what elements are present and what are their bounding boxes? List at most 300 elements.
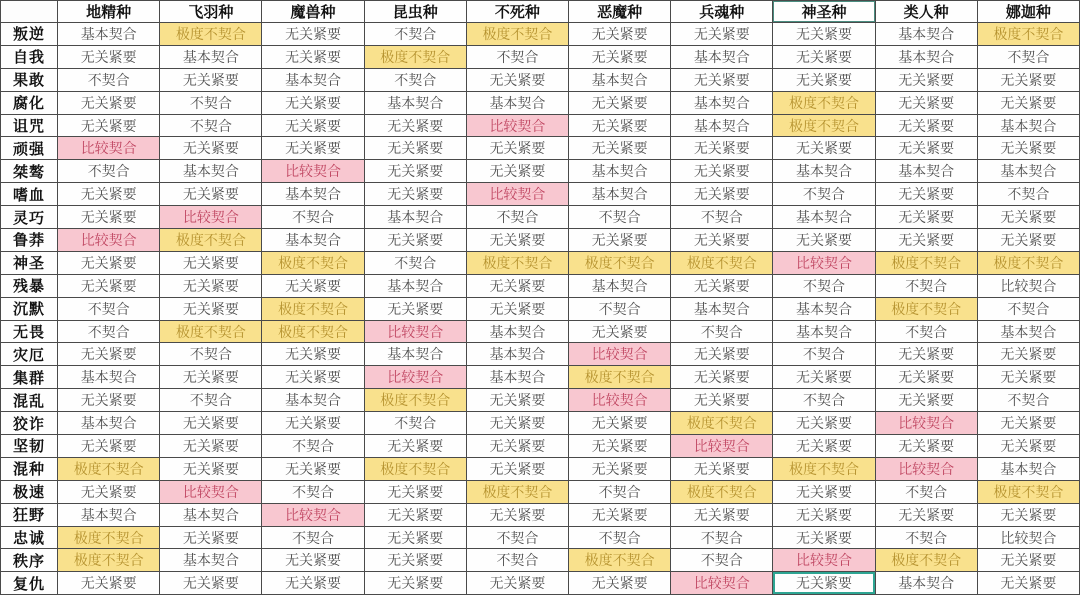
affinity-cell[interactable]: 极度不契合 <box>671 251 773 274</box>
affinity-cell[interactable]: 极度不契合 <box>364 45 466 68</box>
affinity-cell[interactable]: 无关紧要 <box>58 91 160 114</box>
affinity-cell[interactable]: 基本契合 <box>977 114 1079 137</box>
affinity-cell[interactable]: 基本契合 <box>466 343 568 366</box>
affinity-cell[interactable]: 基本契合 <box>364 274 466 297</box>
affinity-cell[interactable]: 基本契合 <box>671 45 773 68</box>
affinity-cell[interactable]: 基本契合 <box>977 320 1079 343</box>
column-header-类人种[interactable]: 类人种 <box>875 1 977 23</box>
affinity-cell[interactable]: 基本契合 <box>364 206 466 229</box>
affinity-cell[interactable]: 无关紧要 <box>58 45 160 68</box>
affinity-cell[interactable]: 不契合 <box>262 435 364 458</box>
affinity-cell[interactable]: 无关紧要 <box>160 572 262 595</box>
affinity-cell[interactable]: 不契合 <box>262 526 364 549</box>
affinity-cell[interactable]: 比较契合 <box>262 160 364 183</box>
affinity-cell[interactable]: 比较契合 <box>773 251 875 274</box>
affinity-cell[interactable]: 无关紧要 <box>977 229 1079 252</box>
affinity-cell[interactable]: 不契合 <box>875 320 977 343</box>
affinity-cell[interactable]: 不契合 <box>160 343 262 366</box>
affinity-cell[interactable]: 不契合 <box>364 251 466 274</box>
affinity-cell[interactable]: 极度不契合 <box>875 549 977 572</box>
affinity-cell[interactable]: 无关紧要 <box>262 91 364 114</box>
affinity-cell[interactable]: 无关紧要 <box>262 572 364 595</box>
affinity-cell[interactable]: 基本契合 <box>364 343 466 366</box>
affinity-cell[interactable]: 不契合 <box>875 526 977 549</box>
affinity-cell[interactable]: 极度不契合 <box>773 114 875 137</box>
affinity-cell[interactable]: 比较契合 <box>875 457 977 480</box>
affinity-cell[interactable]: 无关紧要 <box>262 274 364 297</box>
affinity-cell[interactable]: 基本契合 <box>773 206 875 229</box>
affinity-cell[interactable]: 不契合 <box>671 526 773 549</box>
affinity-cell[interactable]: 基本契合 <box>569 274 671 297</box>
affinity-cell[interactable]: 基本契合 <box>977 160 1079 183</box>
column-header-地精种[interactable]: 地精种 <box>58 1 160 23</box>
row-header-果敢[interactable]: 果敢 <box>1 68 58 91</box>
affinity-cell[interactable]: 基本契合 <box>58 366 160 389</box>
row-header-坚韧[interactable]: 坚韧 <box>1 435 58 458</box>
affinity-cell[interactable]: 极度不契合 <box>58 526 160 549</box>
row-header-顽强[interactable]: 顽强 <box>1 137 58 160</box>
affinity-cell[interactable]: 不契合 <box>875 480 977 503</box>
affinity-cell[interactable]: 无关紧要 <box>977 366 1079 389</box>
table-header-row <box>1 1 1080 23</box>
affinity-cell[interactable]: 无关紧要 <box>569 572 671 595</box>
affinity-cell[interactable]: 基本契合 <box>160 549 262 572</box>
affinity-cell[interactable]: 无关紧要 <box>977 68 1079 91</box>
affinity-cell[interactable]: 基本契合 <box>160 160 262 183</box>
affinity-cell[interactable]: 比较契合 <box>875 412 977 435</box>
affinity-cell[interactable]: 不契合 <box>569 297 671 320</box>
affinity-cell[interactable]: 无关紧要 <box>262 23 364 46</box>
affinity-cell[interactable]: 基本契合 <box>160 45 262 68</box>
affinity-cell[interactable]: 无关紧要 <box>364 526 466 549</box>
row-header-极速[interactable]: 极速 <box>1 480 58 503</box>
affinity-cell[interactable]: 无关紧要 <box>671 389 773 412</box>
affinity-cell[interactable]: 不契合 <box>977 183 1079 206</box>
column-header-飞羽种[interactable]: 飞羽种 <box>160 1 262 23</box>
affinity-cell[interactable]: 极度不契合 <box>58 457 160 480</box>
affinity-cell[interactable]: 无关紧要 <box>160 183 262 206</box>
affinity-cell[interactable]: 无关紧要 <box>671 183 773 206</box>
affinity-cell[interactable]: 基本契合 <box>671 91 773 114</box>
affinity-cell[interactable]: 无关紧要 <box>671 503 773 526</box>
affinity-cell[interactable]: 无关紧要 <box>875 137 977 160</box>
affinity-cell[interactable]: 不契合 <box>466 549 568 572</box>
row-header-嗜血[interactable]: 嗜血 <box>1 183 58 206</box>
affinity-cell[interactable]: 无关紧要 <box>671 274 773 297</box>
affinity-cell[interactable]: 不契合 <box>58 68 160 91</box>
affinity-cell[interactable]: 无关紧要 <box>977 412 1079 435</box>
affinity-cell[interactable]: 无关紧要 <box>58 274 160 297</box>
affinity-cell[interactable]: 无关紧要 <box>977 206 1079 229</box>
affinity-cell[interactable]: 不契合 <box>773 343 875 366</box>
affinity-cell[interactable]: 无关紧要 <box>977 91 1079 114</box>
row-header-秩序[interactable]: 秩序 <box>1 549 58 572</box>
affinity-cell[interactable]: 极度不契合 <box>466 251 568 274</box>
table-row <box>1 45 1080 68</box>
column-header-昆虫种[interactable]: 昆虫种 <box>364 1 466 23</box>
affinity-cell[interactable]: 无关紧要 <box>466 274 568 297</box>
affinity-cell[interactable]: 无关紧要 <box>262 343 364 366</box>
affinity-cell[interactable]: 无关紧要 <box>160 526 262 549</box>
affinity-cell[interactable]: 不契合 <box>569 526 671 549</box>
affinity-cell[interactable]: 极度不契合 <box>262 320 364 343</box>
affinity-cell[interactable]: 无关紧要 <box>262 137 364 160</box>
affinity-cell[interactable]: 无关紧要 <box>160 251 262 274</box>
row-header-混种[interactable]: 混种 <box>1 457 58 480</box>
affinity-cell[interactable]: 不契合 <box>58 320 160 343</box>
affinity-cell[interactable]: 无关紧要 <box>466 68 568 91</box>
affinity-cell[interactable]: 无关紧要 <box>875 343 977 366</box>
affinity-cell[interactable]: 无关紧要 <box>569 23 671 46</box>
affinity-cell[interactable]: 无关紧要 <box>875 183 977 206</box>
affinity-cell[interactable]: 无关紧要 <box>569 91 671 114</box>
affinity-cell[interactable]: 无关紧要 <box>875 435 977 458</box>
affinity-cell[interactable]: 无关紧要 <box>160 457 262 480</box>
affinity-cell[interactable]: 无关紧要 <box>569 229 671 252</box>
affinity-cell[interactable]: 不契合 <box>160 114 262 137</box>
affinity-cell[interactable]: 不契合 <box>58 160 160 183</box>
affinity-cell[interactable]: 不契合 <box>569 480 671 503</box>
table-row <box>1 366 1080 389</box>
affinity-cell[interactable]: 不契合 <box>773 274 875 297</box>
affinity-cell[interactable]: 比较契合 <box>569 389 671 412</box>
affinity-cell[interactable]: 无关紧要 <box>262 114 364 137</box>
affinity-cell[interactable]: 无关紧要 <box>569 457 671 480</box>
affinity-cell[interactable]: 无关紧要 <box>773 503 875 526</box>
affinity-cell[interactable]: 基本契合 <box>466 320 568 343</box>
affinity-cell[interactable]: 无关紧要 <box>569 114 671 137</box>
row-header-灵巧[interactable]: 灵巧 <box>1 206 58 229</box>
selected-cell[interactable]: 无关紧要 <box>773 572 875 595</box>
table-row <box>1 549 1080 572</box>
affinity-cell[interactable]: 比较契合 <box>671 435 773 458</box>
table-row <box>1 572 1080 595</box>
affinity-cell[interactable]: 无关紧要 <box>977 549 1079 572</box>
affinity-cell[interactable]: 基本契合 <box>262 68 364 91</box>
affinity-cell[interactable]: 无关紧要 <box>977 343 1079 366</box>
column-header-娜迦种[interactable]: 娜迦种 <box>977 1 1079 23</box>
affinity-cell[interactable]: 极度不契合 <box>466 480 568 503</box>
row-header-桀骜[interactable]: 桀骜 <box>1 160 58 183</box>
affinity-cell[interactable]: 不契合 <box>364 23 466 46</box>
affinity-cell[interactable]: 不契合 <box>977 45 1079 68</box>
affinity-cell[interactable]: 无关紧要 <box>773 435 875 458</box>
affinity-cell[interactable]: 无关紧要 <box>671 160 773 183</box>
affinity-cell[interactable]: 无关紧要 <box>466 412 568 435</box>
affinity-cell[interactable]: 无关紧要 <box>773 229 875 252</box>
row-header-狂野[interactable]: 狂野 <box>1 503 58 526</box>
affinity-cell[interactable]: 极度不契合 <box>160 320 262 343</box>
affinity-cell[interactable]: 无关紧要 <box>671 457 773 480</box>
affinity-cell[interactable]: 无关紧要 <box>466 457 568 480</box>
affinity-cell[interactable]: 无关紧要 <box>58 389 160 412</box>
affinity-cell[interactable]: 基本契合 <box>773 297 875 320</box>
affinity-cell[interactable]: 无关紧要 <box>569 412 671 435</box>
affinity-cell[interactable]: 不契合 <box>160 91 262 114</box>
affinity-cell[interactable]: 极度不契合 <box>262 251 364 274</box>
affinity-cell[interactable]: 无关紧要 <box>773 366 875 389</box>
affinity-cell[interactable]: 无关紧要 <box>773 45 875 68</box>
affinity-cell[interactable]: 无关紧要 <box>262 412 364 435</box>
affinity-cell[interactable]: 无关紧要 <box>466 503 568 526</box>
table-row <box>1 412 1080 435</box>
affinity-cell[interactable]: 不契合 <box>671 320 773 343</box>
affinity-cell[interactable]: 无关紧要 <box>875 229 977 252</box>
affinity-cell[interactable]: 无关紧要 <box>58 114 160 137</box>
affinity-cell[interactable]: 不契合 <box>773 389 875 412</box>
affinity-cell[interactable]: 无关紧要 <box>875 389 977 412</box>
affinity-cell[interactable]: 无关紧要 <box>160 366 262 389</box>
affinity-cell[interactable]: 不契合 <box>466 526 568 549</box>
affinity-cell[interactable]: 无关紧要 <box>58 206 160 229</box>
affinity-cell[interactable]: 基本契合 <box>58 503 160 526</box>
table-row <box>1 183 1080 206</box>
affinity-cell[interactable]: 无关紧要 <box>364 549 466 572</box>
affinity-cell[interactable]: 无关紧要 <box>569 45 671 68</box>
affinity-cell[interactable]: 无关紧要 <box>160 412 262 435</box>
affinity-cell[interactable]: 无关紧要 <box>160 274 262 297</box>
affinity-cell[interactable]: 无关紧要 <box>262 366 364 389</box>
affinity-cell[interactable]: 基本契合 <box>977 457 1079 480</box>
affinity-cell[interactable]: 无关紧要 <box>671 343 773 366</box>
affinity-cell[interactable]: 不契合 <box>364 412 466 435</box>
affinity-cell[interactable]: 无关紧要 <box>875 114 977 137</box>
affinity-cell[interactable]: 基本契合 <box>58 23 160 46</box>
table-row <box>1 297 1080 320</box>
table-row <box>1 320 1080 343</box>
affinity-cell[interactable]: 极度不契合 <box>671 480 773 503</box>
affinity-cell[interactable]: 基本契合 <box>773 320 875 343</box>
affinity-cell[interactable]: 极度不契合 <box>262 297 364 320</box>
affinity-cell[interactable]: 不契合 <box>364 68 466 91</box>
affinity-cell[interactable]: 基本契合 <box>466 366 568 389</box>
row-header-混乱[interactable]: 混乱 <box>1 389 58 412</box>
affinity-cell[interactable]: 比较契合 <box>58 229 160 252</box>
affinity-cell[interactable]: 比较契合 <box>977 526 1079 549</box>
affinity-cell[interactable]: 无关紧要 <box>671 229 773 252</box>
affinity-cell[interactable]: 基本契合 <box>773 160 875 183</box>
affinity-cell[interactable]: 无关紧要 <box>364 435 466 458</box>
affinity-cell[interactable]: 比较契合 <box>58 137 160 160</box>
affinity-cell[interactable]: 无关紧要 <box>466 229 568 252</box>
affinity-cell[interactable]: 无关紧要 <box>773 68 875 91</box>
affinity-cell[interactable]: 极度不契合 <box>364 457 466 480</box>
affinity-cell[interactable]: 比较契合 <box>364 366 466 389</box>
row-header-无畏[interactable]: 无畏 <box>1 320 58 343</box>
affinity-cell[interactable]: 基本契合 <box>262 229 364 252</box>
affinity-cell[interactable]: 基本契合 <box>671 114 773 137</box>
affinity-cell[interactable]: 无关紧要 <box>875 206 977 229</box>
affinity-cell[interactable]: 基本契合 <box>875 23 977 46</box>
affinity-cell[interactable]: 比较契合 <box>466 183 568 206</box>
affinity-cell[interactable]: 无关紧要 <box>466 389 568 412</box>
affinity-cell[interactable]: 无关紧要 <box>671 68 773 91</box>
affinity-cell[interactable]: 极度不契合 <box>977 251 1079 274</box>
affinity-cell[interactable]: 基本契合 <box>569 183 671 206</box>
affinity-cell[interactable]: 基本契合 <box>466 91 568 114</box>
affinity-cell[interactable]: 不契合 <box>262 480 364 503</box>
affinity-cell[interactable]: 不契合 <box>875 274 977 297</box>
row-header-叛逆[interactable]: 叛逆 <box>1 23 58 46</box>
affinity-cell[interactable]: 无关紧要 <box>466 297 568 320</box>
affinity-cell[interactable]: 不契合 <box>773 183 875 206</box>
affinity-cell[interactable]: 无关紧要 <box>160 68 262 91</box>
affinity-cell[interactable]: 无关紧要 <box>671 23 773 46</box>
affinity-cell[interactable]: 无关紧要 <box>58 572 160 595</box>
affinity-cell[interactable]: 无关紧要 <box>977 435 1079 458</box>
affinity-cell[interactable]: 无关紧要 <box>773 480 875 503</box>
affinity-cell[interactable]: 不契合 <box>977 389 1079 412</box>
affinity-cell[interactable]: 比较契合 <box>569 343 671 366</box>
affinity-cell[interactable]: 无关紧要 <box>160 435 262 458</box>
table-row <box>1 137 1080 160</box>
affinity-cell[interactable]: 不契合 <box>466 206 568 229</box>
affinity-cell[interactable]: 无关紧要 <box>773 23 875 46</box>
affinity-cell[interactable]: 无关紧要 <box>364 183 466 206</box>
affinity-cell[interactable]: 无关紧要 <box>569 435 671 458</box>
affinity-cell[interactable]: 无关紧要 <box>58 343 160 366</box>
affinity-cell[interactable]: 基本契合 <box>569 160 671 183</box>
row-header-忠诚[interactable]: 忠诚 <box>1 526 58 549</box>
affinity-cell[interactable]: 基本契合 <box>875 160 977 183</box>
affinity-cell[interactable]: 极度不契合 <box>160 229 262 252</box>
affinity-cell[interactable]: 极度不契合 <box>977 480 1079 503</box>
affinity-cell[interactable]: 无关紧要 <box>58 480 160 503</box>
column-header-魔兽种[interactable]: 魔兽种 <box>262 1 364 23</box>
affinity-cell[interactable]: 比较契合 <box>262 503 364 526</box>
affinity-cell[interactable]: 无关紧要 <box>364 297 466 320</box>
affinity-cell[interactable]: 比较契合 <box>160 206 262 229</box>
affinity-cell[interactable]: 不契合 <box>58 297 160 320</box>
affinity-cell[interactable]: 无关紧要 <box>58 435 160 458</box>
table-row <box>1 68 1080 91</box>
affinity-cell[interactable]: 无关紧要 <box>466 435 568 458</box>
affinity-cell[interactable]: 无关紧要 <box>58 183 160 206</box>
affinity-cell[interactable]: 不契合 <box>977 297 1079 320</box>
row-header-集群[interactable]: 集群 <box>1 366 58 389</box>
affinity-cell[interactable]: 比较契合 <box>364 320 466 343</box>
affinity-cell[interactable]: 基本契合 <box>262 389 364 412</box>
affinity-cell[interactable]: 无关紧要 <box>773 526 875 549</box>
affinity-cell[interactable]: 无关紧要 <box>364 503 466 526</box>
affinity-cell[interactable]: 基本契合 <box>569 68 671 91</box>
affinity-cell[interactable]: 无关紧要 <box>875 503 977 526</box>
row-header-腐化[interactable]: 腐化 <box>1 91 58 114</box>
affinity-cell[interactable]: 无关紧要 <box>160 137 262 160</box>
affinity-cell[interactable]: 极度不契合 <box>160 23 262 46</box>
table-row <box>1 457 1080 480</box>
row-header-残暴[interactable]: 残暴 <box>1 274 58 297</box>
affinity-cell[interactable]: 无关紧要 <box>466 572 568 595</box>
affinity-cell[interactable]: 无关紧要 <box>364 572 466 595</box>
affinity-cell[interactable]: 极度不契合 <box>58 549 160 572</box>
affinity-cell[interactable]: 基本契合 <box>875 45 977 68</box>
affinity-cell[interactable]: 极度不契合 <box>569 366 671 389</box>
affinity-cell[interactable]: 基本契合 <box>875 572 977 595</box>
affinity-cell[interactable]: 不契合 <box>262 206 364 229</box>
affinity-cell[interactable]: 无关紧要 <box>569 137 671 160</box>
affinity-cell[interactable]: 无关紧要 <box>466 160 568 183</box>
affinity-cell[interactable]: 极度不契合 <box>773 457 875 480</box>
affinity-cell[interactable]: 比较契合 <box>773 549 875 572</box>
row-header-鲁莽[interactable]: 鲁莽 <box>1 229 58 252</box>
affinity-cell[interactable]: 无关紧要 <box>466 137 568 160</box>
table-row <box>1 389 1080 412</box>
affinity-cell[interactable]: 比较契合 <box>671 572 773 595</box>
row-header-诅咒[interactable]: 诅咒 <box>1 114 58 137</box>
affinity-cell[interactable]: 无关紧要 <box>364 229 466 252</box>
affinity-cell[interactable]: 不契合 <box>671 206 773 229</box>
table-row <box>1 206 1080 229</box>
affinity-cell[interactable]: 不契合 <box>466 45 568 68</box>
affinity-cell[interactable]: 极度不契合 <box>569 549 671 572</box>
affinity-cell[interactable]: 无关紧要 <box>569 320 671 343</box>
affinity-cell[interactable]: 基本契合 <box>58 412 160 435</box>
affinity-cell[interactable]: 无关紧要 <box>364 114 466 137</box>
affinity-cell[interactable]: 无关紧要 <box>364 137 466 160</box>
affinity-cell[interactable]: 无关紧要 <box>875 68 977 91</box>
column-header-兵魂种[interactable]: 兵魂种 <box>671 1 773 23</box>
affinity-cell[interactable]: 极度不契合 <box>773 91 875 114</box>
affinity-cell[interactable]: 无关紧要 <box>364 480 466 503</box>
affinity-cell[interactable]: 无关紧要 <box>773 137 875 160</box>
affinity-cell[interactable]: 不契合 <box>569 206 671 229</box>
row-header-灾厄[interactable]: 灾厄 <box>1 343 58 366</box>
affinity-cell[interactable]: 无关紧要 <box>875 366 977 389</box>
affinity-cell[interactable]: 基本契合 <box>262 183 364 206</box>
affinity-cell[interactable]: 极度不契合 <box>466 23 568 46</box>
affinity-cell[interactable]: 极度不契合 <box>671 412 773 435</box>
affinity-cell[interactable]: 基本契合 <box>364 91 466 114</box>
column-header-恶魔种[interactable]: 恶魔种 <box>569 1 671 23</box>
affinity-cell[interactable]: 比较契合 <box>466 114 568 137</box>
affinity-cell[interactable]: 极度不契合 <box>569 251 671 274</box>
row-header-自我[interactable]: 自我 <box>1 45 58 68</box>
affinity-cell[interactable]: 不契合 <box>160 389 262 412</box>
row-header-复仇[interactable]: 复仇 <box>1 572 58 595</box>
affinity-cell[interactable]: 无关紧要 <box>160 297 262 320</box>
table-row <box>1 229 1080 252</box>
affinity-cell[interactable]: 无关紧要 <box>262 45 364 68</box>
affinity-cell[interactable]: 无关紧要 <box>262 457 364 480</box>
affinity-cell[interactable]: 无关紧要 <box>671 137 773 160</box>
affinity-cell[interactable]: 极度不契合 <box>977 23 1079 46</box>
row-header-狡诈[interactable]: 狡诈 <box>1 412 58 435</box>
affinity-cell[interactable]: 无关紧要 <box>671 366 773 389</box>
affinity-cell[interactable]: 比较契合 <box>977 274 1079 297</box>
row-header-沉默[interactable]: 沉默 <box>1 297 58 320</box>
affinity-cell[interactable]: 无关紧要 <box>58 251 160 274</box>
affinity-cell[interactable]: 基本契合 <box>671 297 773 320</box>
affinity-cell[interactable]: 无关紧要 <box>977 137 1079 160</box>
column-header-神圣种[interactable]: 神圣种 <box>773 1 875 23</box>
affinity-cell[interactable]: 不契合 <box>671 549 773 572</box>
affinity-cell[interactable]: 无关紧要 <box>773 412 875 435</box>
row-header-神圣[interactable]: 神圣 <box>1 251 58 274</box>
affinity-cell[interactable]: 极度不契合 <box>875 251 977 274</box>
affinity-cell[interactable]: 极度不契合 <box>875 297 977 320</box>
column-header-不死种[interactable]: 不死种 <box>466 1 568 23</box>
affinity-cell[interactable]: 基本契合 <box>160 503 262 526</box>
affinity-cell[interactable]: 无关紧要 <box>364 160 466 183</box>
affinity-cell[interactable]: 无关紧要 <box>875 91 977 114</box>
affinity-cell[interactable]: 比较契合 <box>160 480 262 503</box>
affinity-cell[interactable]: 无关紧要 <box>977 503 1079 526</box>
affinity-cell[interactable]: 无关紧要 <box>262 549 364 572</box>
affinity-cell[interactable]: 无关紧要 <box>977 572 1079 595</box>
affinity-cell[interactable]: 无关紧要 <box>569 503 671 526</box>
affinity-cell[interactable]: 极度不契合 <box>364 389 466 412</box>
